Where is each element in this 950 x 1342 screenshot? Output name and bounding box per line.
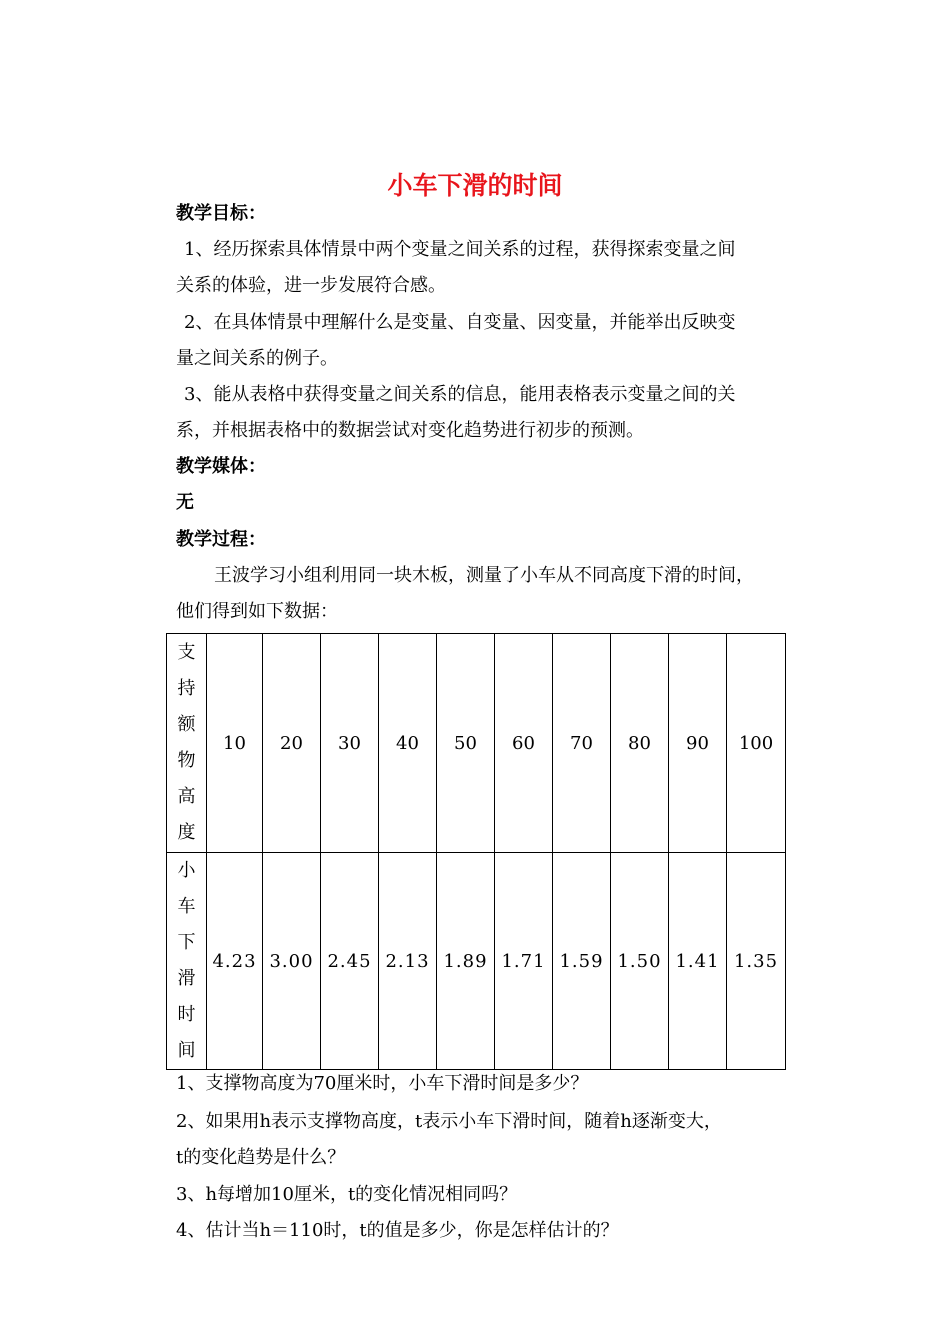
table-cell: 20 <box>263 634 321 853</box>
table-cell: 30 <box>321 634 379 853</box>
data-table <box>166 633 786 1070</box>
table-cell: 1.71 <box>495 853 553 1070</box>
process-heading: 教学过程： <box>176 529 266 550</box>
row-label-cell <box>167 853 207 1070</box>
table-cell: 2.45 <box>321 853 379 1070</box>
table-row-height <box>167 634 786 853</box>
table-cell: 10 <box>207 634 263 853</box>
table-cell: 40 <box>379 634 437 853</box>
objective-line-3: 2、在具体情景中理解什么是变量、自变量、因变量，并能举出反映变 <box>184 312 736 333</box>
table-cell: 1.41 <box>669 853 727 1070</box>
question-3: 3、h每增加10厘米，t的变化情况相同吗？ <box>176 1184 518 1205</box>
table-cell: 1.35 <box>727 853 786 1070</box>
question-4: 4、估计当h＝110时，t的值是多少，你是怎样估计的？ <box>176 1220 619 1241</box>
question-1: 1、支撑物高度为70厘米时，小车下滑时间是多少？ <box>176 1073 589 1094</box>
table-cell: 1.89 <box>437 853 495 1070</box>
question-2: 2、如果用h表示支撑物高度，t表示小车下滑时间，随着h逐渐变大， <box>176 1111 722 1132</box>
objective-line-2: 关系的体验，进一步发展符合感。 <box>176 275 446 296</box>
process-intro-line-1: 王波学习小组利用同一块木板，测量了小车从不同高度下滑的时间， <box>214 565 754 586</box>
table-cell: 3.00 <box>263 853 321 1070</box>
media-heading: 教学媒体： <box>176 456 266 477</box>
row-label-cell <box>167 634 207 853</box>
table-row-time <box>167 853 786 1070</box>
media-value: 无 <box>176 492 194 513</box>
table-cell: 1.59 <box>553 853 611 1070</box>
table-cell: 90 <box>669 634 727 853</box>
row-label-height: 支持额物高度 <box>177 642 196 843</box>
objective-line-5: 3、能从表格中获得变量之间关系的信息，能用表格表示变量之间的关 <box>184 384 736 405</box>
table-cell: 80 <box>611 634 669 853</box>
question-2-cont: t的变化趋势是什么？ <box>176 1147 346 1168</box>
objective-line-4: 量之间关系的例子。 <box>176 348 338 369</box>
table-cell: 100 <box>727 634 786 853</box>
process-intro-line-2: 他们得到如下数据： <box>176 601 338 622</box>
table-cell: 70 <box>553 634 611 853</box>
document-title: 小车下滑的时间 <box>387 171 563 200</box>
table-cell: 1.50 <box>611 853 669 1070</box>
objective-line-6: 系，并根据表格中的数据尝试对变化趋势进行初步的预测。 <box>176 420 644 441</box>
objective-line-1: 1、经历探索具体情景中两个变量之间关系的过程，获得探索变量之间 <box>184 239 736 260</box>
row-label-time: 小车下滑时间 <box>177 860 196 1061</box>
table-cell: 50 <box>437 634 495 853</box>
table-cell: 60 <box>495 634 553 853</box>
table-cell: 2.13 <box>379 853 437 1070</box>
objectives-heading: 教学目标： <box>176 203 266 224</box>
table-cell: 4.23 <box>207 853 263 1070</box>
